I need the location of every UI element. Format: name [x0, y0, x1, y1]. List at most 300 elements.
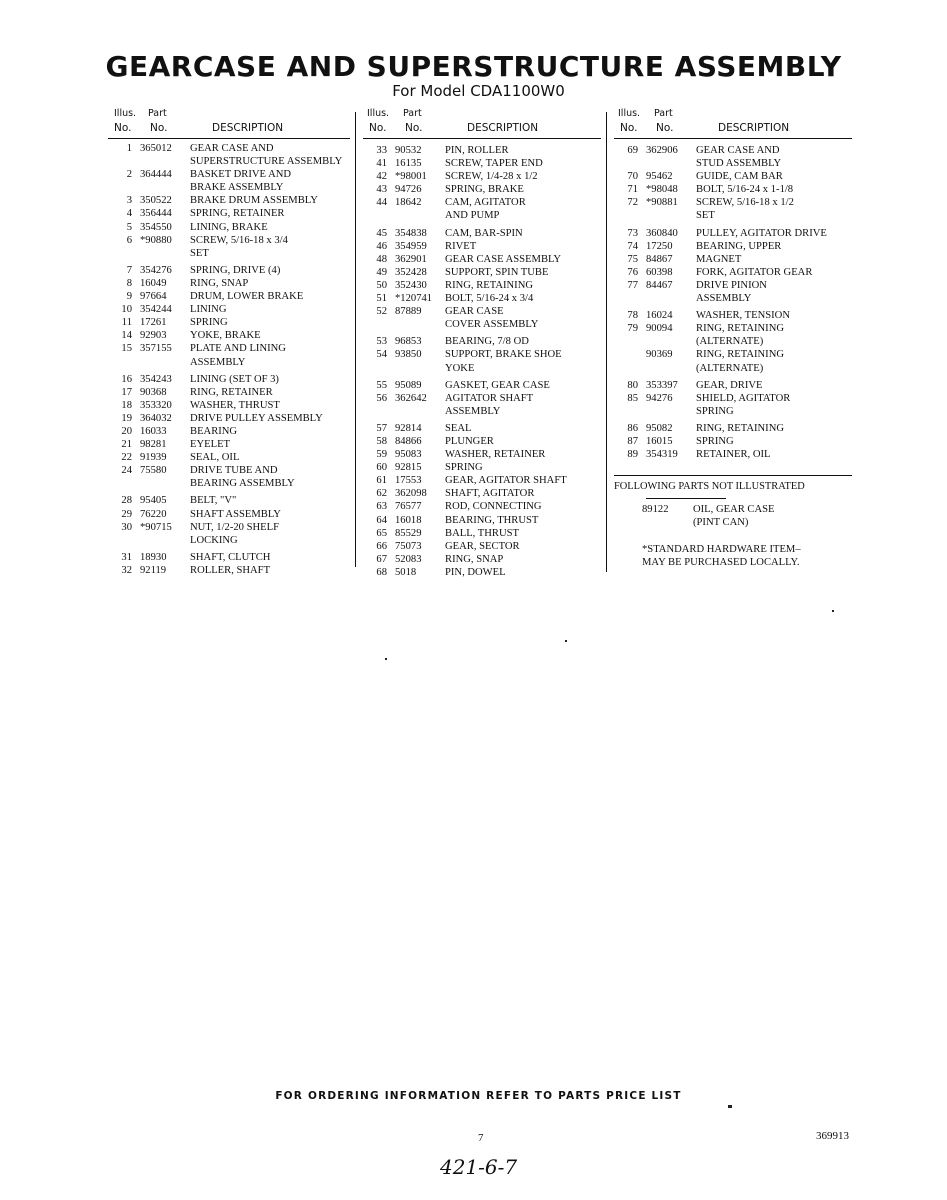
table-row	[614, 157, 852, 170]
part-no-header: No.	[405, 122, 423, 134]
part-number: 362906	[646, 145, 678, 156]
part-description: OIL, GEAR CASE	[693, 503, 775, 515]
part-number: 353320	[140, 399, 172, 411]
part-description: SET	[190, 247, 209, 259]
illus-number: 21	[121, 439, 132, 451]
part-description: SPRING	[190, 317, 228, 329]
part-number: 97664	[140, 291, 167, 303]
table-row	[363, 196, 601, 209]
column-divider	[355, 112, 356, 567]
illus-number: 49	[376, 266, 387, 278]
part-description: GEAR, AGITATOR SHAFT	[445, 475, 567, 487]
part-description: LINING	[190, 304, 227, 316]
table-row	[108, 412, 350, 425]
table-row	[108, 264, 350, 277]
part-number: 95083	[395, 449, 422, 461]
hardware-note: *STANDARD HARDWARE ITEM–	[642, 543, 801, 555]
illus-number: 41	[376, 158, 387, 170]
part-description: BEARING, THRUST	[445, 514, 539, 526]
table-row	[108, 194, 350, 207]
table-row	[614, 405, 852, 418]
description-header: DESCRIPTION	[467, 122, 539, 134]
part-number: 84867	[646, 253, 673, 265]
illus-number: 65	[376, 527, 387, 539]
illus-number: 48	[376, 253, 387, 265]
part-number: 354959	[395, 240, 427, 252]
part-no-header: No.	[150, 122, 168, 134]
part-description: BEARING	[190, 425, 238, 437]
part-description: FORK, AGITATOR GEAR	[696, 266, 813, 278]
part-number: 16015	[646, 435, 673, 447]
table-row	[363, 266, 601, 279]
table-row	[614, 209, 852, 222]
illus-number: 50	[376, 279, 387, 291]
table-row	[363, 227, 601, 240]
part-description: GUIDE, CAM BAR	[696, 171, 783, 183]
part-description: DRIVE PULLEY ASSEMBLY	[190, 412, 323, 424]
illus-number: 78	[627, 310, 638, 322]
illus-number: 18	[121, 399, 132, 411]
part-description: GEAR CASE AND	[696, 145, 780, 156]
illus-number: 74	[627, 240, 638, 252]
part-description: YOKE, BRAKE	[190, 330, 261, 342]
part-description: SPRING	[445, 462, 483, 474]
part-description: SEAL, OIL	[190, 452, 240, 464]
illus-number: 16	[121, 373, 132, 385]
table-row	[108, 234, 350, 247]
illus-number: 3	[126, 195, 132, 207]
part-description: SHAFT, CLUTCH	[190, 551, 271, 563]
part-number: 87889	[395, 306, 422, 318]
part-description: GEAR CASE ASSEMBLY	[445, 253, 562, 265]
part-number: 17250	[646, 240, 673, 252]
part-description: RING, RETAINER	[190, 386, 273, 398]
document-number: 369913	[816, 1130, 849, 1142]
illus-number: 89	[627, 449, 638, 461]
part-description: SET	[696, 210, 715, 222]
illus-number: 22	[121, 452, 132, 464]
part-description: AGITATOR SHAFT	[445, 392, 534, 404]
table-row	[614, 227, 852, 240]
table-row	[363, 487, 601, 500]
table-row	[363, 292, 601, 305]
part-description: SPRING	[696, 405, 734, 417]
table-row	[108, 564, 350, 577]
illus-number: 79	[627, 323, 638, 335]
illus-number: 10	[121, 304, 132, 316]
handwritten-note: 421-6-7	[440, 1155, 518, 1179]
illus-number: 85	[627, 392, 638, 404]
part-description: SCREW, 5/16-18 x 3/4	[190, 234, 288, 246]
part-description: SHAFT ASSEMBLY	[190, 508, 281, 520]
part-no-header: No.	[656, 122, 674, 134]
illus-number: 67	[376, 553, 387, 565]
illus-number: 80	[627, 379, 638, 391]
page-number: 7	[478, 1132, 484, 1144]
table-row	[614, 379, 852, 392]
part-number: 92903	[140, 330, 167, 342]
part-number: *90880	[140, 234, 172, 246]
part-description: NUT, 1/2-20 SHELF	[190, 521, 279, 533]
illus-number: 24	[121, 465, 132, 477]
illus-no-header: No.	[114, 122, 132, 134]
part-description: PULLEY, AGITATOR DRIVE	[696, 227, 827, 239]
description-header: DESCRIPTION	[718, 122, 790, 134]
part-number: 354276	[140, 264, 172, 276]
part-number: 17261	[140, 317, 167, 329]
part-number: 92815	[395, 462, 422, 474]
part-description: SUPPORT, SPIN TUBE	[445, 266, 549, 278]
illus-number: 55	[376, 379, 387, 391]
illus-number: 44	[376, 197, 387, 209]
table-row	[614, 362, 852, 375]
part-description: CAM, AGITATOR	[445, 197, 526, 209]
part-description: BALL, THRUST	[445, 527, 519, 539]
illus-number: 9	[126, 291, 132, 303]
part-description: WASHER, THRUST	[190, 399, 280, 411]
illus-number: 32	[121, 564, 132, 576]
part-number: 76220	[140, 508, 167, 520]
part-description: RETAINER, OIL	[696, 449, 771, 461]
table-row	[363, 500, 601, 513]
table-row	[363, 362, 601, 375]
page-subtitle: For Model CDA1100W0	[392, 82, 565, 100]
description-header: DESCRIPTION	[212, 122, 284, 134]
table-row	[363, 279, 601, 292]
part-number: 360840	[646, 227, 678, 239]
illus-number: 69	[627, 145, 638, 156]
illus-header: Illus.	[367, 108, 390, 119]
table-row	[108, 142, 350, 155]
table-row	[108, 399, 350, 412]
table-row	[108, 521, 350, 534]
part-description: PIN, ROLLER	[445, 145, 509, 156]
illus-number	[614, 348, 638, 361]
illus-number: 60	[376, 462, 387, 474]
part-description: WASHER, RETAINER	[445, 449, 546, 461]
table-row	[363, 240, 601, 253]
illus-header: Illus.	[114, 108, 137, 119]
table-row	[108, 464, 350, 477]
part-description: ROD, CONNECTING	[445, 501, 542, 513]
part-description: PLATE AND LINING	[190, 343, 286, 355]
part-description: GEAR CASE AND	[190, 143, 274, 154]
illus-number: 2	[126, 169, 132, 181]
part-number: 365012	[140, 143, 172, 154]
part-number: 354244	[140, 304, 172, 316]
part-description: DRIVE PINION	[696, 279, 767, 291]
illus-number: 63	[376, 501, 387, 513]
part-number: 85529	[395, 527, 422, 539]
part-number: 95405	[140, 495, 167, 507]
table-row	[108, 438, 350, 451]
part-description: MAGNET	[696, 253, 742, 265]
table-row	[614, 279, 852, 292]
table-row	[614, 144, 852, 157]
part-description: BRAKE DRUM ASSEMBLY	[190, 195, 318, 207]
part-description: ASSEMBLY	[190, 356, 246, 368]
illus-number: 75	[627, 253, 638, 265]
part-number: 5018	[395, 566, 417, 578]
table-row	[363, 448, 601, 461]
table-row	[614, 422, 852, 435]
part-number: 364032	[140, 412, 172, 424]
part-number: 84467	[646, 279, 673, 291]
parts-column-1	[108, 106, 350, 577]
part-description: BEARING, UPPER	[696, 240, 782, 252]
part-number: *120741	[395, 293, 433, 305]
part-number: 75580	[140, 465, 167, 477]
table-row	[108, 247, 350, 260]
part-number: 89122	[642, 503, 669, 515]
table-row	[108, 534, 350, 547]
illus-number: 14	[121, 330, 132, 342]
table-row	[108, 329, 350, 342]
illus-number: 87	[627, 435, 638, 447]
part-number: 18642	[395, 197, 422, 209]
part-description: (ALTERNATE)	[696, 362, 764, 374]
table-row	[614, 292, 852, 305]
parts-column-2	[363, 106, 601, 579]
part-description: (ALTERNATE)	[696, 336, 764, 348]
part-number: 16033	[140, 425, 167, 437]
table-row	[614, 266, 852, 279]
illus-number: 54	[376, 349, 387, 361]
table-row	[614, 183, 852, 196]
illus-number: 20	[121, 425, 132, 437]
part-number: 94276	[646, 392, 673, 404]
part-number: *90715	[140, 521, 172, 533]
table-row	[108, 277, 350, 290]
parts-column-3	[614, 106, 852, 570]
table-row	[108, 494, 350, 507]
table-row	[363, 348, 601, 361]
part-description: RING, SNAP	[445, 553, 504, 565]
part-description: SCREW, TAPER END	[445, 158, 543, 170]
part-description: COVER ASSEMBLY	[445, 319, 539, 331]
table-row	[108, 155, 350, 168]
illus-number: 70	[627, 171, 638, 183]
illus-number: 57	[376, 422, 387, 434]
table-row	[363, 209, 601, 222]
part-number: 92814	[395, 422, 422, 434]
table-row	[614, 170, 852, 183]
part-number: 354243	[140, 373, 172, 385]
part-description: RING, RETAINING	[696, 349, 785, 361]
table-row	[108, 451, 350, 464]
part-description: LINING (SET OF 3)	[190, 373, 279, 385]
illus-number: 56	[376, 392, 387, 404]
illus-number: 72	[627, 197, 638, 209]
scan-speck	[385, 658, 387, 660]
part-description: BEARING ASSEMBLY	[190, 478, 295, 490]
part-number: 357155	[140, 343, 172, 355]
part-description: SPRING	[696, 435, 734, 447]
illus-number: 17	[121, 386, 132, 398]
illus-number: 62	[376, 488, 387, 500]
illus-number: 59	[376, 449, 387, 461]
table-row	[614, 335, 852, 348]
part-description: BASKET DRIVE AND	[190, 169, 292, 181]
part-number: 93850	[395, 349, 422, 361]
illus-number: 73	[627, 227, 638, 239]
table-row	[363, 461, 601, 474]
scan-speck	[728, 1105, 732, 1108]
part-number: 90368	[140, 386, 167, 398]
table-row	[108, 303, 350, 316]
part-number: 96853	[395, 336, 422, 348]
part-header: Part	[148, 108, 167, 119]
scan-speck	[565, 640, 567, 642]
part-description: BRAKE ASSEMBLY	[190, 182, 284, 194]
table-row	[363, 170, 601, 183]
part-number: 16049	[140, 277, 167, 289]
part-number: 352430	[395, 279, 427, 291]
illus-number: 64	[376, 514, 387, 526]
illus-number: 43	[376, 184, 387, 196]
illus-number: 86	[627, 422, 638, 434]
part-number: 90094	[646, 323, 673, 335]
part-description: RIVET	[445, 240, 477, 252]
part-number: 354550	[140, 221, 172, 233]
table-row	[363, 553, 601, 566]
part-number: 95462	[646, 171, 673, 183]
table-row	[614, 240, 852, 253]
table-row	[363, 392, 601, 405]
column-header	[108, 106, 350, 139]
table-row	[363, 144, 601, 157]
illus-no-header: No.	[620, 122, 638, 134]
part-number: 362098	[395, 488, 427, 500]
page-title: GEARCASE AND SUPERSTRUCTURE ASSEMBLY	[105, 50, 842, 83]
part-number: 362901	[395, 253, 427, 265]
part-number: 75073	[395, 540, 422, 552]
illus-number: 76	[627, 266, 638, 278]
part-number: 18930	[140, 551, 167, 563]
column-header	[614, 106, 852, 139]
part-description: SPRING, DRIVE (4)	[190, 264, 281, 276]
part-number: 354838	[395, 227, 427, 239]
part-number: 91939	[140, 452, 167, 464]
part-number: 95089	[395, 379, 422, 391]
part-number: 94726	[395, 184, 422, 196]
table-row	[108, 207, 350, 220]
illus-number: 1	[126, 143, 132, 154]
part-description: SUPERSTRUCTURE ASSEMBLY	[190, 156, 343, 168]
illus-number: 77	[627, 279, 638, 291]
table-row	[108, 508, 350, 521]
illus-number: 8	[126, 277, 132, 289]
part-number: 90532	[395, 145, 422, 156]
table-row	[108, 342, 350, 355]
illus-number: 11	[121, 317, 132, 329]
part-number: 60398	[646, 266, 673, 278]
table-row	[108, 290, 350, 303]
table-row	[363, 183, 601, 196]
illus-number: 28	[121, 495, 132, 507]
part-description: SUPPORT, BRAKE SHOE	[445, 349, 562, 361]
illus-number: 5	[126, 221, 132, 233]
table-row	[108, 425, 350, 438]
table-row	[108, 551, 350, 564]
part-number: 364444	[140, 169, 172, 181]
illus-number: 51	[376, 293, 387, 305]
part-description: PIN, DOWEL	[445, 566, 506, 578]
illus-number: 7	[126, 264, 132, 276]
illus-number: 46	[376, 240, 387, 252]
part-header: Part	[654, 108, 673, 119]
part-description: DRUM, LOWER BRAKE	[190, 291, 304, 303]
illus-number: 53	[376, 336, 387, 348]
table-row	[363, 157, 601, 170]
part-number: 356444	[140, 208, 172, 220]
part-number: 90369	[646, 349, 673, 361]
part-header: Part	[403, 108, 422, 119]
part-description: STUD ASSEMBLY	[696, 158, 782, 170]
part-number: 17553	[395, 475, 422, 487]
illus-number: 30	[121, 521, 132, 533]
table-row	[363, 335, 601, 348]
table-row	[614, 348, 852, 361]
part-number: 354319	[646, 449, 678, 461]
illus-number: 19	[121, 412, 132, 424]
part-number: 84866	[395, 435, 422, 447]
illus-number: 45	[376, 227, 387, 239]
table-row	[363, 318, 601, 331]
illus-number: 42	[376, 171, 387, 183]
part-description: BOLT, 5/16-24 x 1-1/8	[696, 184, 794, 196]
part-description: SHIELD, AGITATOR	[696, 392, 791, 404]
part-description: SPRING, BRAKE	[445, 184, 524, 196]
part-description: RING, RETAINING	[696, 422, 785, 434]
table-row	[614, 253, 852, 266]
illus-number: 68	[376, 566, 387, 578]
part-description: PLUNGER	[445, 435, 494, 447]
table-row	[363, 540, 601, 553]
table-row	[614, 309, 852, 322]
illus-number: 29	[121, 508, 132, 520]
part-description: GASKET, GEAR CASE	[445, 379, 550, 391]
table-row	[363, 405, 601, 418]
part-number: 16018	[395, 514, 422, 526]
part-number: *90881	[646, 197, 678, 209]
column-header	[363, 106, 601, 139]
table-row	[108, 181, 350, 194]
part-description: SCREW, 5/16-18 x 1/2	[696, 197, 794, 209]
part-description: EYELET	[190, 439, 231, 451]
table-row	[108, 316, 350, 329]
part-description: SHAFT, AGITATOR	[445, 488, 535, 500]
part-number: *98001	[395, 171, 427, 183]
illus-number: 6	[126, 234, 132, 246]
illus-number: 58	[376, 435, 387, 447]
part-description: RING, RETAINING	[445, 279, 534, 291]
part-description: BELT, "V"	[190, 495, 237, 507]
table-row	[614, 322, 852, 335]
part-number: 92119	[140, 564, 167, 576]
part-description: SPRING, RETAINER	[190, 208, 285, 220]
illus-number: 4	[126, 208, 132, 220]
part-number: 52083	[395, 553, 422, 565]
table-row	[108, 356, 350, 369]
table-row	[363, 435, 601, 448]
illus-number: 31	[121, 551, 132, 563]
illus-number: 15	[121, 343, 132, 355]
part-number: 16024	[646, 310, 673, 322]
part-number: 16135	[395, 158, 422, 170]
part-description: SEAL	[445, 422, 472, 434]
table-row	[363, 379, 601, 392]
